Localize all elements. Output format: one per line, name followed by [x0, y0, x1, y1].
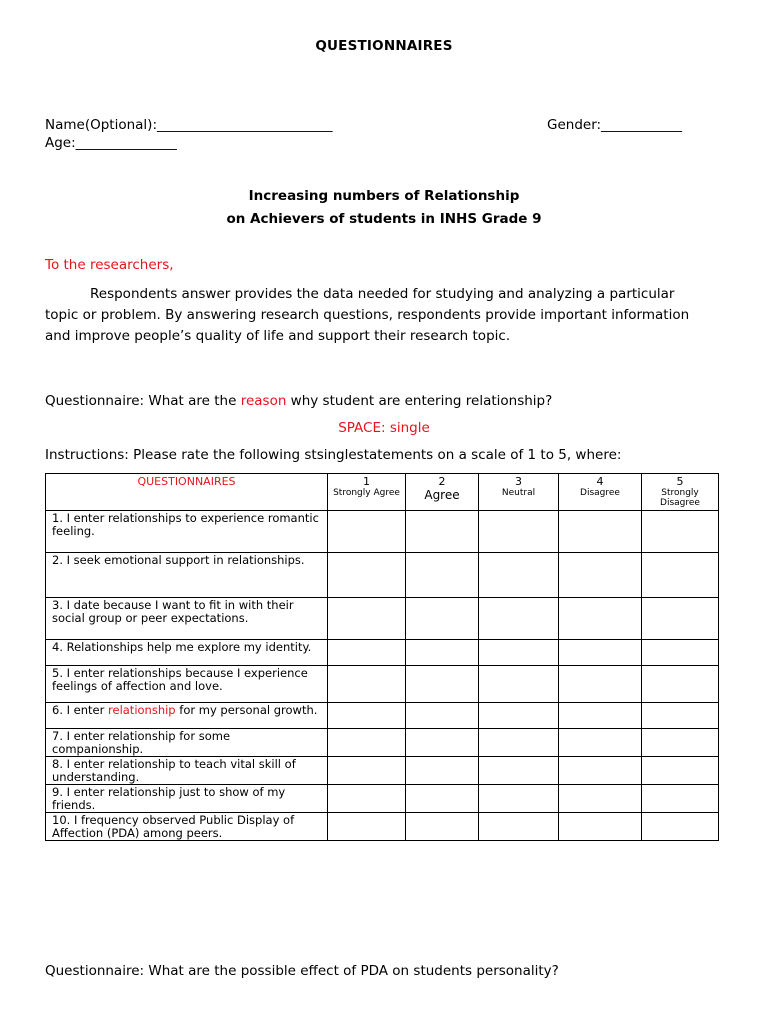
rating-cell[interactable] [406, 553, 479, 598]
scale-number: 3 [515, 475, 522, 488]
item-text-post: for my personal growth. [175, 703, 318, 717]
scale-label: Strongly Agree [333, 488, 400, 498]
item-text: 5. I enter relationships because I experience feelings of affection and love. [46, 666, 328, 703]
rating-cell[interactable] [406, 598, 479, 640]
rating-cell[interactable] [328, 703, 406, 729]
rating-cell[interactable] [406, 666, 479, 703]
age-field-label: Age:_______________ [45, 135, 177, 151]
table-row [46, 757, 719, 785]
question-2: Questionnaire: What are the possible effect of PDA on students personality? [45, 963, 559, 979]
table-header-row [46, 474, 719, 511]
gender-field-label: Gender:____________ [547, 117, 683, 133]
scale-label: Agree [424, 488, 460, 502]
scale-header-3 [479, 474, 559, 511]
intro-line-1: Respondents answer provides the data needed for studying and analyzing a particular [90, 286, 675, 302]
item-text-highlight: relationship [108, 703, 176, 717]
rating-cell[interactable] [479, 666, 559, 703]
rating-cell[interactable] [559, 785, 642, 813]
rating-cell[interactable] [328, 640, 406, 666]
rating-cell[interactable] [479, 640, 559, 666]
rating-cell[interactable] [642, 813, 719, 841]
rating-cell[interactable] [559, 640, 642, 666]
rating-cell[interactable] [559, 666, 642, 703]
rating-cell[interactable] [642, 640, 719, 666]
item-text: 9. I enter relationship just to show of my friends. [46, 785, 328, 813]
rating-cell[interactable] [559, 553, 642, 598]
item-text: 3. I date because I want to fit in with their social group or peer expectations. [46, 598, 328, 640]
rating-cell[interactable] [328, 553, 406, 598]
rating-cell[interactable] [328, 666, 406, 703]
intro-line-3: and improve people’s quality of life and support their research topic. [45, 328, 511, 344]
rating-cell[interactable] [642, 729, 719, 757]
scale-header-5 [642, 474, 719, 511]
rating-cell[interactable] [479, 703, 559, 729]
name-field-label: Name(Optional):__________________________ [45, 117, 333, 133]
table-row [46, 703, 719, 729]
rating-cell[interactable] [328, 598, 406, 640]
scale-number: 4 [596, 475, 604, 488]
intro-line-2: topic or problem. By answering research questions, respondents provide important information [45, 307, 690, 323]
rating-cell[interactable] [642, 598, 719, 640]
table-row [46, 813, 719, 841]
rating-cell[interactable] [328, 757, 406, 785]
scale-header-1 [328, 474, 406, 511]
page-title: QUESTIONNAIRES [315, 38, 453, 54]
item-text: 10. I frequency observed Public Display of Affection (PDA) among peers. [46, 813, 328, 841]
rating-cell[interactable] [328, 729, 406, 757]
table-row [46, 598, 719, 640]
table-row [46, 666, 719, 703]
rating-cell[interactable] [328, 511, 406, 553]
intro-paragraph [45, 284, 715, 347]
study-title-line2: on Achievers of students in INHS Grade 9 [226, 211, 542, 227]
rating-cell[interactable] [328, 785, 406, 813]
space-note: SPACE: single [338, 420, 430, 436]
rating-cell[interactable] [642, 703, 719, 729]
rating-cell[interactable] [406, 703, 479, 729]
study-title-line1: Increasing numbers of Relationship [248, 188, 520, 204]
rating-cell[interactable] [559, 757, 642, 785]
rating-cell[interactable] [406, 511, 479, 553]
rating-cell[interactable] [479, 729, 559, 757]
item-text: 4. Relationships help me explore my identity. [46, 640, 328, 666]
table-row [46, 511, 719, 553]
question-1-prefix: Questionnaire: What are the [45, 393, 241, 409]
rating-cell[interactable] [406, 640, 479, 666]
rating-cell[interactable] [559, 703, 642, 729]
scale-label: Disagree [580, 488, 620, 498]
item-text [46, 703, 328, 729]
scale-number: 5 [676, 475, 684, 488]
rating-cell[interactable] [642, 785, 719, 813]
questionnaires-header: QUESTIONNAIRES [46, 474, 328, 511]
rating-cell[interactable] [479, 813, 559, 841]
rating-cell[interactable] [559, 813, 642, 841]
rating-cell[interactable] [559, 729, 642, 757]
rating-cell[interactable] [479, 553, 559, 598]
rating-cell[interactable] [559, 511, 642, 553]
instructions: Instructions: Please rate the following stsinglestatements on a scale of 1 to 5, where: [45, 447, 622, 463]
item-text: 1. I enter relationships to experience romantic feeling. [46, 511, 328, 553]
item-text: 2. I seek emotional support in relationships. [46, 553, 328, 598]
rating-cell[interactable] [642, 757, 719, 785]
rating-cell[interactable] [642, 511, 719, 553]
table-row [46, 729, 719, 757]
item-text: 8. I enter relationship to teach vital skill of understanding. [46, 757, 328, 785]
scale-label: Strongly Disagree [660, 488, 700, 508]
scale-number: 1 [363, 475, 370, 488]
scale-header-2 [406, 474, 479, 511]
scale-label: Neutral [501, 488, 536, 498]
rating-cell[interactable] [479, 511, 559, 553]
table-row [46, 640, 719, 666]
rating-cell[interactable] [479, 757, 559, 785]
rating-cell[interactable] [406, 785, 479, 813]
rating-cell[interactable] [479, 785, 559, 813]
item-text: 7. I enter relationship for some companionship. [46, 729, 328, 757]
rating-cell[interactable] [406, 757, 479, 785]
rating-cell[interactable] [406, 729, 479, 757]
table-row [46, 553, 719, 598]
table-row [46, 785, 719, 813]
scale-number: 2 [438, 475, 446, 488]
rating-cell[interactable] [479, 598, 559, 640]
question-1-suffix: why student are entering relationship? [286, 393, 553, 409]
item-text-pre: 6. I enter [52, 703, 109, 717]
salutation: To the researchers, [45, 257, 174, 273]
rating-table [45, 473, 719, 841]
rating-cell[interactable] [642, 666, 719, 703]
question-1 [45, 393, 552, 410]
rating-cell[interactable] [328, 813, 406, 841]
question-1-highlight: reason [240, 393, 287, 409]
rating-cell[interactable] [559, 598, 642, 640]
rating-cell[interactable] [406, 813, 479, 841]
scale-header-4 [559, 474, 642, 511]
rating-cell[interactable] [642, 553, 719, 598]
